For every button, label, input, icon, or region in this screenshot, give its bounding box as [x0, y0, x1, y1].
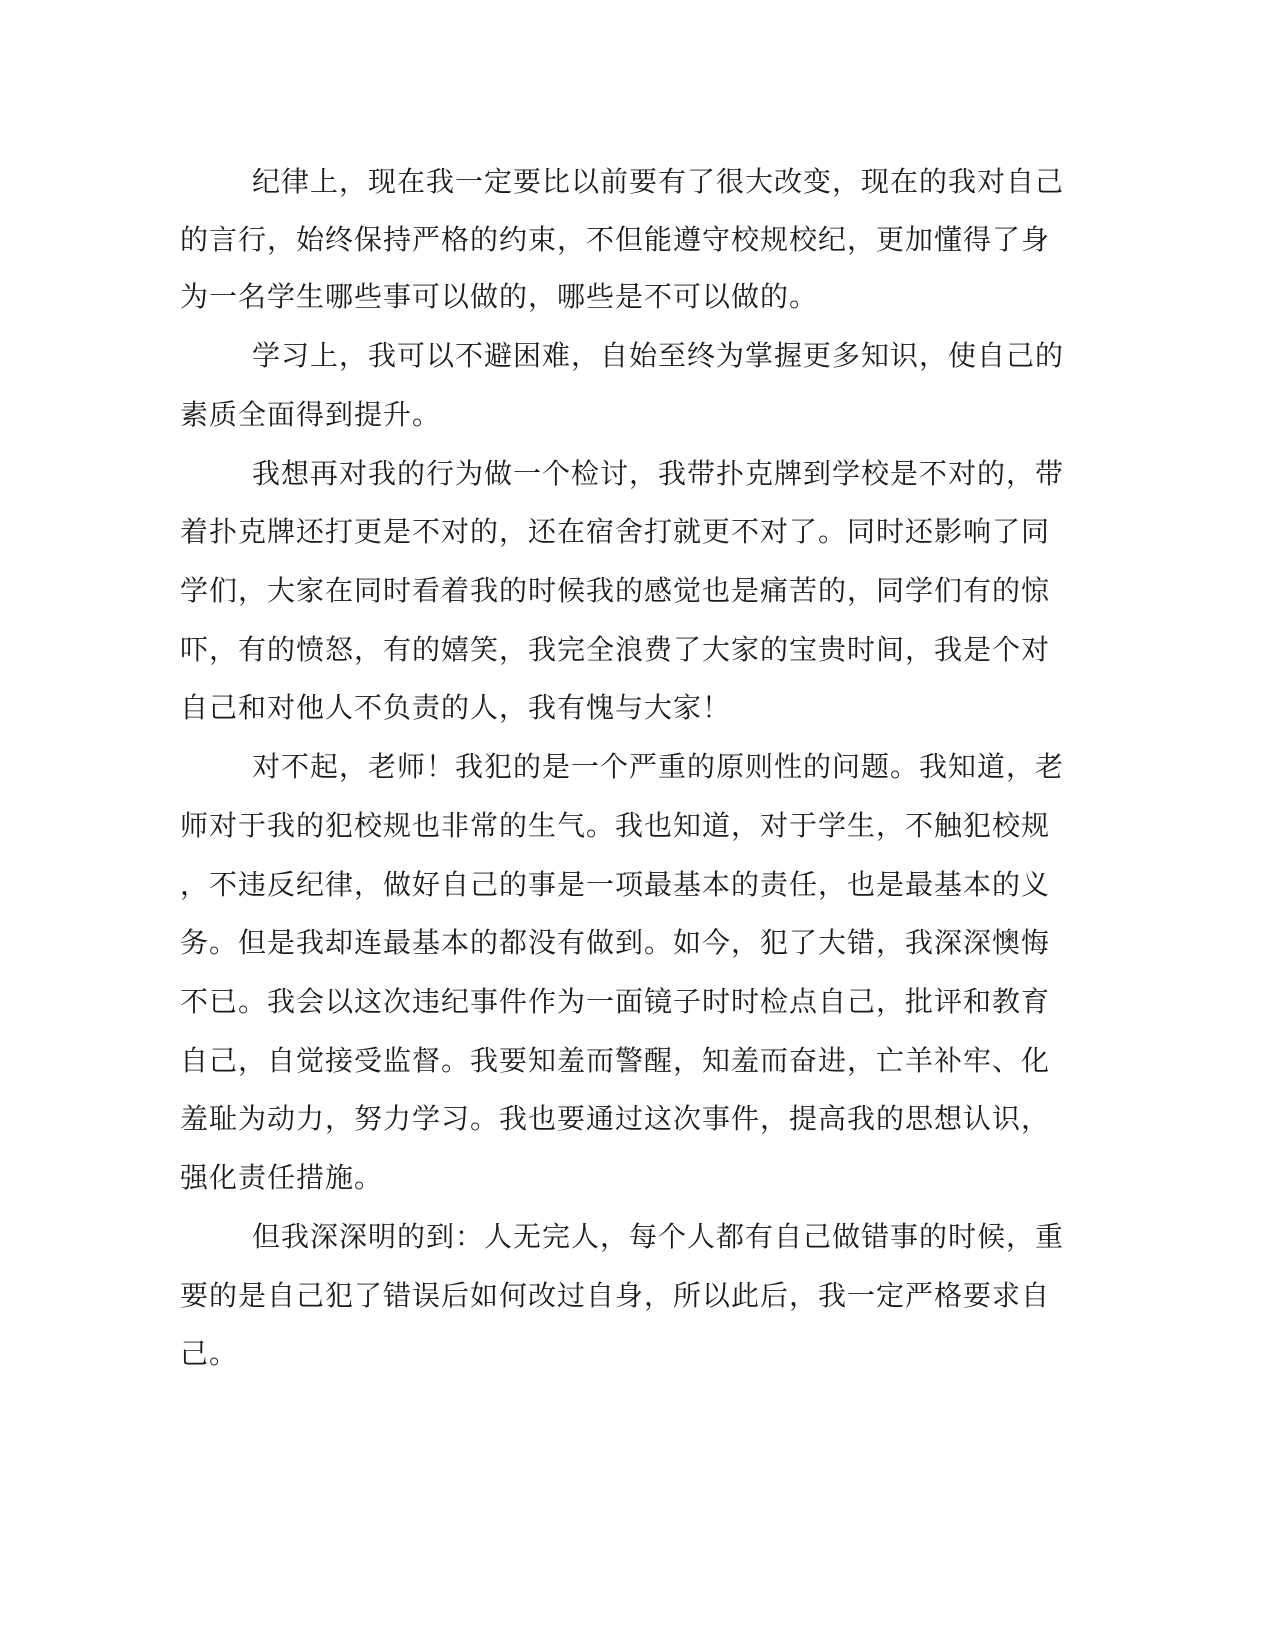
paragraph-line: 为一名学生哪些事可以做的，哪些是不可以做的。 [180, 280, 819, 313]
paragraph-line: 强化责任措施。 [180, 1161, 384, 1194]
paragraph-line: 纪律上，现在我一定要比以前要有了很大改变，现在的我对自己 [252, 165, 1065, 198]
paragraph-line: 学们，大家在同时看着我的时候我的感觉也是痛苦的，同学们有的惊 [180, 574, 1051, 607]
paragraph-line: 对不起，老师！我犯的是一个严重的原则性的问题。我知道，老 [252, 750, 1065, 783]
paragraph-line: 羞耻为动力，努力学习。我也要通过这次事件，提高我的思想认识， [180, 1102, 1051, 1135]
paragraph-line: 不已。我会以这次违纪事件作为一面镜子时时检点自己，批评和教育 [180, 985, 1051, 1018]
paragraph-line: 学习上，我可以不避困难，自始至终为掌握更多知识，使自己的 [252, 339, 1065, 372]
paragraph-line: 着扑克牌还打更是不对的，还在宿舍打就更不对了。同时还影响了同 [180, 515, 1051, 548]
paragraph-line: 己。 [180, 1337, 239, 1370]
paragraph-line: 务。但是我却连最基本的都没有做到。如今，犯了大错，我深深懊悔 [180, 926, 1051, 959]
paragraph-line: 素质全面得到提升。 [180, 398, 442, 431]
paragraph-line: 师对于我的犯校规也非常的生气。我也知道，对于学生，不触犯校规 [180, 809, 1051, 842]
paragraph-line: 自己和对他人不负责的人，我有愧与大家！ [180, 691, 732, 724]
paragraph-line: 的言行，始终保持严格的约束，不但能遵守校规校纪，更加懂得了身 [180, 223, 1051, 256]
paragraph-line: 吓，有的愤怒，有的嬉笑，我完全浪费了大家的宝贵时间，我是个对 [180, 633, 1051, 666]
paragraph-line: 要的是自己犯了错误后如何改过自身，所以此后，我一定严格要求自 [180, 1279, 1051, 1312]
paragraph-line: 我想再对我的行为做一个检讨，我带扑克牌到学校是不对的，带 [252, 457, 1065, 490]
paragraph-line: 但我深深明的到：人无完人，每个人都有自己做错事的时候，重 [252, 1220, 1065, 1253]
paragraph-line: 自己，自觉接受监督。我要知羞而警醒，知羞而奋进，亡羊补牢、化 [180, 1044, 1051, 1077]
paragraph-line: ，不违反纪律，做好自己的事是一项最基本的责任，也是最基本的义 [180, 868, 1051, 901]
